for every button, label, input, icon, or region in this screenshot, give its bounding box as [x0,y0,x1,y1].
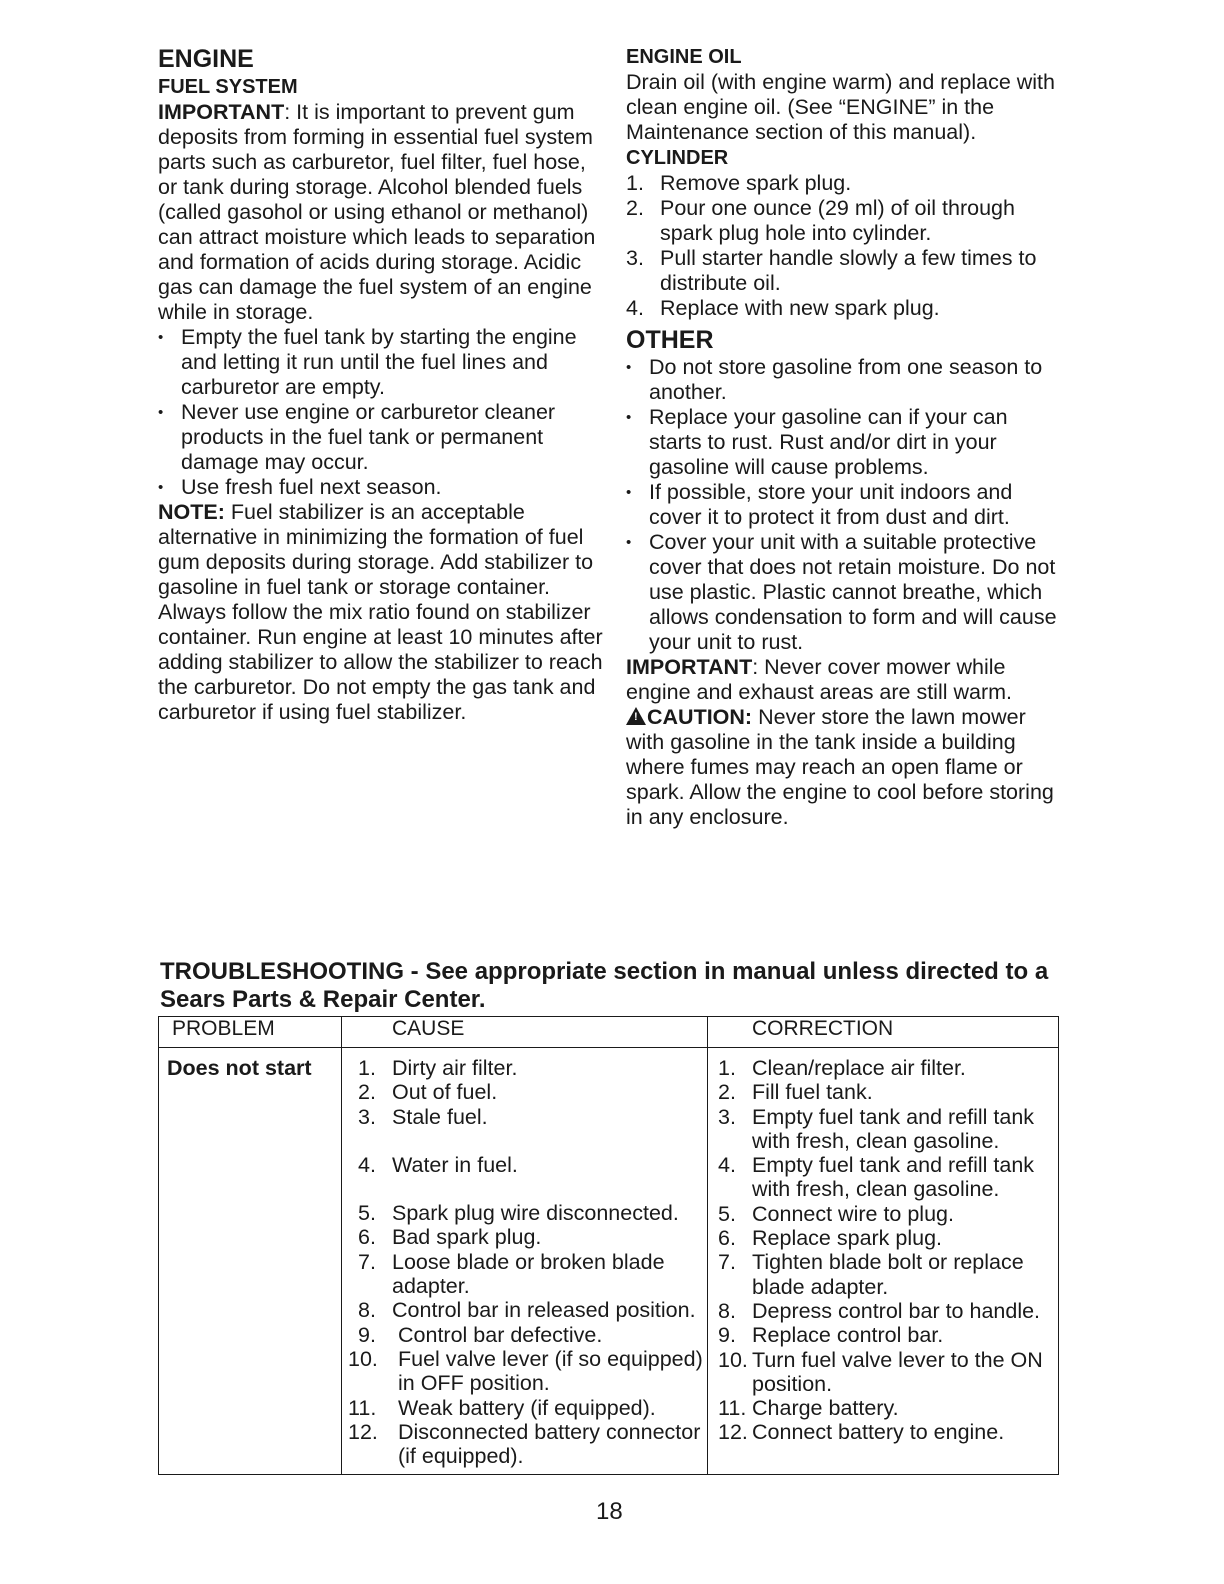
header-cause: CAUSE [342,1017,708,1048]
cause-item: 8. Control bar in released position. [358,1298,696,1323]
cause-item: 11. Weak battery (if equipped). [348,1395,656,1420]
right-column [626,40,1066,830]
correction-item: 1. Clean/replace air filter. [718,1056,966,1080]
warning-triangle-icon: ! [626,707,646,725]
caution-label: CAUTION: [647,705,753,729]
table-header-row [159,1017,1059,1048]
correction-item: 5. Connect wire to plug. [718,1201,954,1226]
cause-item: 5. Spark plug wire disconnected. [358,1201,679,1226]
problem-cell: Does not start [159,1048,342,1475]
cause-item: 4. Water in fuel. [358,1152,518,1177]
important-label: IMPORTANT [158,100,285,124]
cause-item: 6. Bad spark plug. [358,1225,542,1250]
correction-item: 9. Replace control bar. [718,1323,944,1348]
correction-item: 12. Connect battery to engine. [718,1420,1005,1445]
correction-item: 11. Charge battery. [718,1396,899,1421]
list-item: • Replace your gasoline can if your can starts to rust. Rust and/or dirt in your gasoline will cause problems. [626,405,1066,480]
note-paragraph [158,500,604,725]
fuel-important-paragraph [158,100,604,325]
correction-item: 3. Empty fuel tank and refill tank with fresh, clean gasoline. [718,1104,1035,1153]
important-label: IMPORTANT [626,655,753,679]
caution-paragraph [626,705,1066,830]
correction-item: 4. Empty fuel tank and refill tank with fresh, clean gasoline. [718,1153,1035,1202]
list-item: 2. Pour one ounce (29 ml) of oil through spark plug hole into cylinder. [626,196,1015,245]
other-bullet-list [626,355,1066,655]
note-text: Fuel stabilizer is an acceptable alternative in minimizing the formation of fuel gum deposits during storage. Add stabilizer to gasoline in fuel tank or storage container. Always follow the mix ratio found on stabilizer container. Run engine at least 10 minutes after adding stabilizer to allow the stabilizer to reach the carburetor. Do not empty the gas tank and carburetor if using fuel stabilizer. [158,500,603,724]
correction-item: 7. Tighten blade bolt or replace blade adapter. [718,1250,1024,1299]
cause-item: 1. Dirty air filter. [358,1056,518,1080]
left-column [158,40,604,725]
engine-oil-text: Drain oil (with engine warm) and replace with clean engine oil. (See “ENGINE” in the Maintenance section of this manual). [626,70,1055,144]
list-item: 1. Remove spark plug. [626,171,852,195]
cause-item: 3. Stale fuel. [358,1104,488,1129]
list-item: • Do not store gasoline from one season to another. [626,355,1066,405]
caution-text: Never store the lawn mower with gasoline in the tank inside a building where fumes may reach an open flame or spark. Allow the engine to cool before storing in any enclosure. [626,705,1054,829]
fuel-system-heading: FUEL SYSTEM [158,76,298,98]
mower-important-paragraph [626,655,1066,705]
table-row [159,1048,1059,1475]
note-label: NOTE: [158,500,225,524]
cause-item: 7. Loose blade or broken blade adapter. [358,1249,665,1299]
cause-item: 9. Control bar defective. [358,1322,603,1347]
fuel-bullet-list [158,325,604,500]
list-item: • Never use engine or carburetor cleaner products in the fuel tank or permanent damage may occur. [158,400,604,475]
correction-item: 6. Replace spark plug. [718,1226,943,1251]
important-text: : It is important to prevent gum deposits from forming in essential fuel system parts such as carburetor, fuel filter, fuel hose, or tank during storage. Alcohol blended fuels (called gasohol or using ethanol or methanol) can attract moisture which leads to separation and formation of acids during storage. Acidic gas can damage the fuel system of an engine while in storage. [158,100,596,324]
header-problem: PROBLEM [159,1017,342,1048]
correction-item: 2. Fill fuel tank. [718,1080,873,1105]
list-item: 4. Replace with new spark plug. [626,296,940,320]
troubleshooting-title: TROUBLESHOOTING - See appropriate section in manual unless directed to a Sears Parts & Repair Center. [160,958,1049,1013]
cause-item: 2. Out of fuel. [358,1080,498,1105]
list-item: • If possible, store your unit indoors and cover it to protect it from dust and dirt. [626,480,1066,530]
troubleshooting-table [158,1016,1059,1475]
cylinder-steps [626,171,1066,321]
important-text: : Never cover mower while engine and exhaust areas are still warm. [626,655,1013,704]
correction-item: 10. Turn fuel valve lever to the ON position. [718,1347,1043,1396]
correction-item: 8. Depress control bar to handle. [718,1298,1041,1323]
correction-cell [708,1048,1059,1475]
cause-item: 12. Disconnected battery connector (if equipped). [348,1419,701,1469]
list-item: 3. Pull starter handle slowly a few times to distribute oil. [626,246,1037,295]
engine-heading: ENGINE [158,45,254,73]
list-item: • Empty the fuel tank by starting the engine and letting it run until the fuel lines and carburetor are empty. [158,325,604,400]
list-item: • Cover your unit with a suitable protective cover that does not retain moisture. Do not use plastic. Plastic cannot breathe, which allows condensation to form and will cause your unit to rust. [626,530,1066,655]
cause-cell [342,1048,708,1475]
cylinder-heading: CYLINDER [626,147,729,169]
engine-oil-heading: ENGINE OIL [626,46,742,68]
other-heading: OTHER [626,326,714,354]
cause-item: 10. Fuel valve lever (if so equipped) in OFF position. [348,1346,703,1396]
header-correction: CORRECTION [708,1017,1059,1048]
list-item: • Use fresh fuel next season. [158,475,604,500]
page-number: 18 [596,1498,623,1525]
